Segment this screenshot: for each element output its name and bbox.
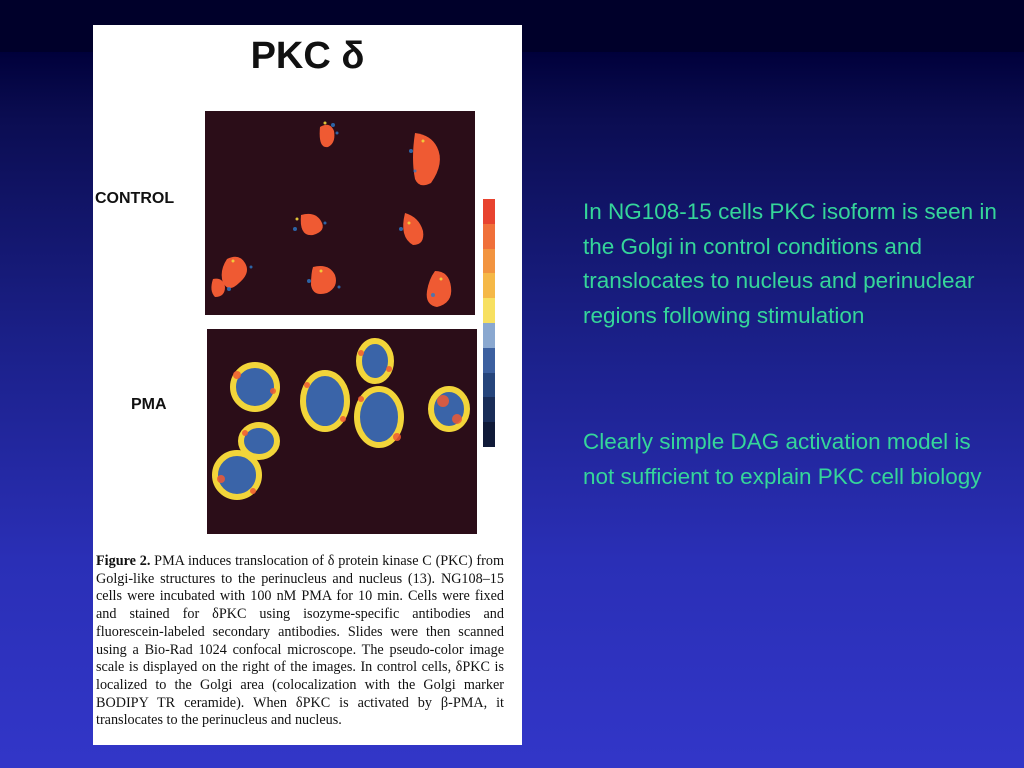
scale-segment [483, 422, 495, 447]
caption-figure-number: Figure 2. [96, 553, 151, 569]
slide-paragraph-1: In NG108-15 cells PKC isoform is seen in the Golgi in control conditions and translocates to nucleus and perinuclear regions following stimulation [583, 199, 997, 328]
scale-segment [483, 373, 495, 398]
control-cells-image [205, 111, 475, 315]
scale-segment [483, 199, 495, 224]
scale-segment [483, 298, 495, 323]
caption-text: PMA induces translocation of δ protein kinase C (PKC) from Golgi-like structures to the perinucleus and nucleus (13). NG108–15 cells were incubated with 100 nM PMA for 10 min. Cells were fixed and stained for δPKC using isozyme-specific antibodies and fluorescein-labeled secondary antibodies. Slides were then scanned using a Bio-Rad 1024 confocal microscope. The pseudo-color image scale is displayed on the right of the images. In control cells, δPKC is localized to the Golgi area (colocalization with the Golgi marker BODIPY TR ceramide). When δPKC is activated by β-PMA, it translocates to the perinucleus and nucleus. [96, 553, 504, 729]
pma-micrograph [207, 329, 477, 534]
control-cell [211, 125, 451, 307]
slide-paragraph-2: Clearly simple DAG activation model is not sufficient to explain PKC cell biology [583, 429, 982, 489]
scale-segment [483, 273, 495, 298]
scale-segment [483, 323, 495, 348]
figure-title: PKC δ [250, 35, 365, 77]
scale-segment [483, 249, 495, 274]
pma-label: PMA [131, 396, 167, 413]
scale-segment [483, 397, 495, 422]
control-label: CONTROL [95, 190, 175, 207]
pma-cells-image [207, 329, 477, 534]
scale-segment [483, 348, 495, 373]
control-micrograph [205, 111, 475, 315]
scale-segment [483, 224, 495, 249]
pseudo-color-scale [483, 199, 495, 447]
figure-caption [96, 553, 504, 730]
figure-panel [93, 25, 522, 745]
